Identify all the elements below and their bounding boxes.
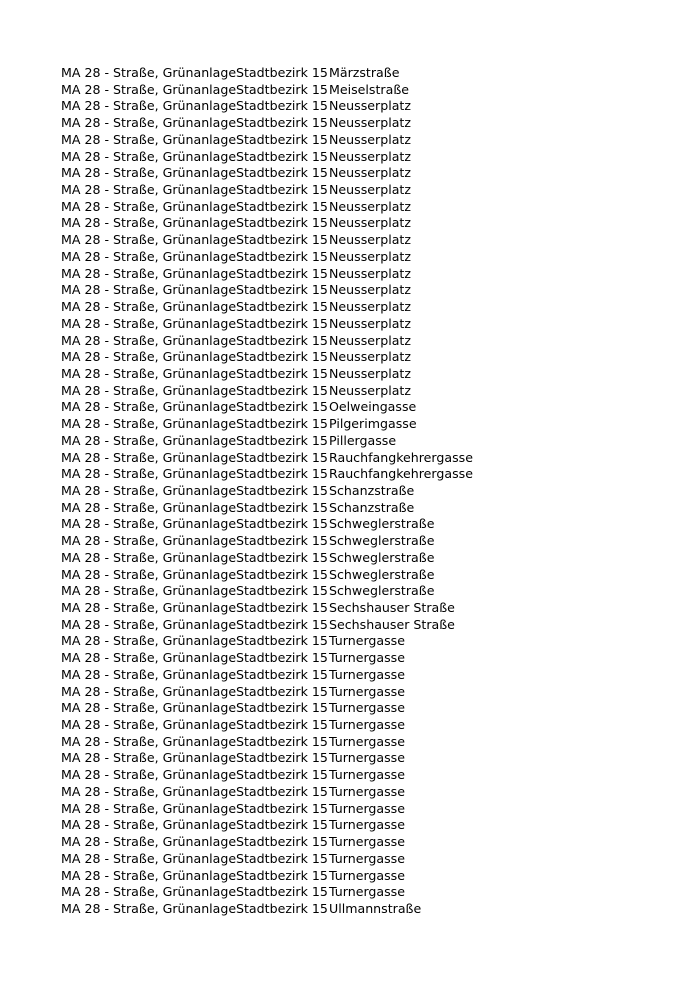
street-cell: Neusserplatz <box>329 115 411 131</box>
list-item <box>61 132 473 149</box>
department-cell: MA 28 - Straße, Grünanlage <box>61 215 237 231</box>
list-item <box>61 433 473 450</box>
district-cell: Stadtbezirk 15 <box>236 717 328 733</box>
list-item <box>61 684 473 701</box>
department-cell: MA 28 - Straße, Grünanlage <box>61 232 237 248</box>
department-cell: MA 28 - Straße, Grünanlage <box>61 800 237 816</box>
list-item <box>61 516 473 533</box>
street-cell: Turnergasse <box>329 767 405 783</box>
street-cell: Ullmannstraße <box>329 900 422 916</box>
street-cell: Turnergasse <box>329 867 405 883</box>
district-cell: Stadtbezirk 15 <box>236 81 328 97</box>
list-item <box>61 868 473 885</box>
district-cell: Stadtbezirk 15 <box>236 767 328 783</box>
district-cell: Stadtbezirk 15 <box>236 248 328 264</box>
district-cell: Stadtbezirk 15 <box>236 232 328 248</box>
list-item <box>61 533 473 550</box>
district-cell: Stadtbezirk 15 <box>236 148 328 164</box>
street-cell: Neusserplatz <box>329 98 411 114</box>
street-cell: Schweglerstraße <box>329 533 435 549</box>
list-item <box>61 149 473 166</box>
list-item <box>61 784 473 801</box>
street-cell: Neusserplatz <box>329 382 411 398</box>
district-cell: Stadtbezirk 15 <box>236 783 328 799</box>
list-item <box>61 165 473 182</box>
list-item <box>61 182 473 199</box>
list-item <box>61 65 473 82</box>
list-item <box>61 851 473 868</box>
district-cell: Stadtbezirk 15 <box>236 449 328 465</box>
district-cell: Stadtbezirk 15 <box>236 616 328 632</box>
street-cell: Neusserplatz <box>329 315 411 331</box>
department-cell: MA 28 - Straße, Grünanlage <box>61 182 237 198</box>
district-cell: Stadtbezirk 15 <box>236 265 328 281</box>
department-cell: MA 28 - Straße, Grünanlage <box>61 432 237 448</box>
street-cell: Neusserplatz <box>329 232 411 248</box>
street-cell: Neusserplatz <box>329 215 411 231</box>
district-cell: Stadtbezirk 15 <box>236 349 328 365</box>
list-item <box>61 500 473 517</box>
street-cell: Märzstraße <box>329 65 400 80</box>
list-item <box>61 633 473 650</box>
list-item <box>61 383 473 400</box>
street-cell: Turnergasse <box>329 850 405 866</box>
district-cell: Stadtbezirk 15 <box>236 650 328 666</box>
list-item <box>61 550 473 567</box>
street-cell: Schweglerstraße <box>329 583 435 599</box>
street-cell: Neusserplatz <box>329 148 411 164</box>
department-cell: MA 28 - Straße, Grünanlage <box>61 633 237 649</box>
district-cell: Stadtbezirk 15 <box>236 884 328 900</box>
department-cell: MA 28 - Straße, Grünanlage <box>61 466 237 482</box>
list-item <box>61 349 473 366</box>
department-cell: MA 28 - Straße, Grünanlage <box>61 482 237 498</box>
street-cell: Schweglerstraße <box>329 549 435 565</box>
street-cell: Schweglerstraße <box>329 516 435 532</box>
street-cell: Turnergasse <box>329 733 405 749</box>
list-item <box>61 366 473 383</box>
district-cell: Stadtbezirk 15 <box>236 900 328 916</box>
department-cell: MA 28 - Straße, Grünanlage <box>61 265 237 281</box>
list-item <box>61 416 473 433</box>
street-cell: Rauchfangkehrergasse <box>329 466 473 482</box>
district-cell: Stadtbezirk 15 <box>236 516 328 532</box>
department-cell: MA 28 - Straße, Grünanlage <box>61 566 237 582</box>
district-cell: Stadtbezirk 15 <box>236 416 328 432</box>
district-cell: Stadtbezirk 15 <box>236 850 328 866</box>
department-cell: MA 28 - Straße, Grünanlage <box>61 282 237 298</box>
district-cell: Stadtbezirk 15 <box>236 666 328 682</box>
department-cell: MA 28 - Straße, Grünanlage <box>61 767 237 783</box>
department-cell: MA 28 - Straße, Grünanlage <box>61 416 237 432</box>
street-cell: Neusserplatz <box>329 349 411 365</box>
street-cell: Neusserplatz <box>329 182 411 198</box>
list-item <box>61 399 473 416</box>
district-cell: Stadtbezirk 15 <box>236 750 328 766</box>
list-item <box>61 717 473 734</box>
street-cell: Turnergasse <box>329 666 405 682</box>
list-item <box>61 199 473 216</box>
department-cell: MA 28 - Straße, Grünanlage <box>61 616 237 632</box>
list-item <box>61 567 473 584</box>
department-cell: MA 28 - Straße, Grünanlage <box>61 499 237 515</box>
district-cell: Stadtbezirk 15 <box>236 633 328 649</box>
street-cell: Rauchfangkehrergasse <box>329 449 473 465</box>
list-item <box>61 483 473 500</box>
department-cell: MA 28 - Straße, Grünanlage <box>61 600 237 615</box>
department-cell: MA 28 - Straße, Grünanlage <box>61 365 237 381</box>
department-cell: MA 28 - Straße, Grünanlage <box>61 81 237 97</box>
district-cell: Stadtbezirk 15 <box>236 182 328 198</box>
district-cell: Stadtbezirk 15 <box>236 800 328 816</box>
district-cell: Stadtbezirk 15 <box>236 315 328 331</box>
list-item <box>61 834 473 851</box>
street-cell: Neusserplatz <box>329 265 411 281</box>
district-cell: Stadtbezirk 15 <box>236 466 328 482</box>
district-cell: Stadtbezirk 15 <box>236 499 328 515</box>
record-list <box>61 65 473 918</box>
department-cell: MA 28 - Straße, Grünanlage <box>61 165 237 181</box>
district-cell: Stadtbezirk 15 <box>236 65 328 80</box>
street-cell: Neusserplatz <box>329 131 411 147</box>
department-cell: MA 28 - Straße, Grünanlage <box>61 315 237 331</box>
street-cell: Neusserplatz <box>329 365 411 381</box>
department-cell: MA 28 - Straße, Grünanlage <box>61 399 237 415</box>
street-cell: Pillergasse <box>329 432 397 448</box>
district-cell: Stadtbezirk 15 <box>236 198 328 214</box>
district-cell: Stadtbezirk 15 <box>236 700 328 716</box>
department-cell: MA 28 - Straße, Grünanlage <box>61 817 237 833</box>
department-cell: MA 28 - Straße, Grünanlage <box>61 850 237 866</box>
list-item <box>61 734 473 751</box>
department-cell: MA 28 - Straße, Grünanlage <box>61 683 237 699</box>
list-item <box>61 232 473 249</box>
street-cell: Turnergasse <box>329 683 405 699</box>
district-cell: Stadtbezirk 15 <box>236 365 328 381</box>
street-cell: Schanzstraße <box>329 499 415 515</box>
department-cell: MA 28 - Straße, Grünanlage <box>61 115 237 131</box>
street-cell: Pilgerimgasse <box>329 416 417 432</box>
list-item <box>61 333 473 350</box>
department-cell: MA 28 - Straße, Grünanlage <box>61 750 237 766</box>
list-item <box>61 282 473 299</box>
street-cell: Turnergasse <box>329 633 405 649</box>
district-cell: Stadtbezirk 15 <box>236 482 328 498</box>
street-cell: Sechshauser Straße <box>329 600 455 615</box>
district-cell: Stadtbezirk 15 <box>236 834 328 850</box>
department-cell: MA 28 - Straße, Grünanlage <box>61 98 237 114</box>
list-item <box>61 82 473 99</box>
street-cell: Turnergasse <box>329 884 405 900</box>
district-cell: Stadtbezirk 15 <box>236 733 328 749</box>
street-cell: Neusserplatz <box>329 332 411 348</box>
department-cell: MA 28 - Straße, Grünanlage <box>61 198 237 214</box>
department-cell: MA 28 - Straße, Grünanlage <box>61 666 237 682</box>
department-cell: MA 28 - Straße, Grünanlage <box>61 733 237 749</box>
department-cell: MA 28 - Straße, Grünanlage <box>61 332 237 348</box>
department-cell: MA 28 - Straße, Grünanlage <box>61 650 237 666</box>
street-cell: Turnergasse <box>329 783 405 799</box>
street-cell: Neusserplatz <box>329 248 411 264</box>
list-item <box>61 249 473 266</box>
department-cell: MA 28 - Straße, Grünanlage <box>61 884 237 900</box>
list-item <box>61 266 473 283</box>
department-cell: MA 28 - Straße, Grünanlage <box>61 900 237 916</box>
department-cell: MA 28 - Straße, Grünanlage <box>61 382 237 398</box>
department-cell: MA 28 - Straße, Grünanlage <box>61 717 237 733</box>
street-cell: Neusserplatz <box>329 299 411 315</box>
district-cell: Stadtbezirk 15 <box>236 683 328 699</box>
list-item <box>61 700 473 717</box>
list-item <box>61 884 473 901</box>
list-item <box>61 817 473 834</box>
street-cell: Turnergasse <box>329 650 405 666</box>
list-item <box>61 750 473 767</box>
list-item <box>61 801 473 818</box>
district-cell: Stadtbezirk 15 <box>236 282 328 298</box>
street-cell: Meiselstraße <box>329 81 409 97</box>
district-cell: Stadtbezirk 15 <box>236 98 328 114</box>
street-cell: Turnergasse <box>329 700 405 716</box>
street-cell: Turnergasse <box>329 817 405 833</box>
list-item <box>61 767 473 784</box>
list-item <box>61 650 473 667</box>
district-cell: Stadtbezirk 15 <box>236 549 328 565</box>
list-item <box>61 583 473 600</box>
department-cell: MA 28 - Straße, Grünanlage <box>61 248 237 264</box>
department-cell: MA 28 - Straße, Grünanlage <box>61 131 237 147</box>
street-cell: Neusserplatz <box>329 198 411 214</box>
district-cell: Stadtbezirk 15 <box>236 332 328 348</box>
list-item <box>61 617 473 634</box>
list-item <box>61 450 473 467</box>
district-cell: Stadtbezirk 15 <box>236 115 328 131</box>
district-cell: Stadtbezirk 15 <box>236 399 328 415</box>
list-item <box>61 299 473 316</box>
department-cell: MA 28 - Straße, Grünanlage <box>61 148 237 164</box>
department-cell: MA 28 - Straße, Grünanlage <box>61 867 237 883</box>
department-cell: MA 28 - Straße, Grünanlage <box>61 449 237 465</box>
list-item <box>61 901 473 918</box>
district-cell: Stadtbezirk 15 <box>236 583 328 599</box>
list-item <box>61 466 473 483</box>
street-cell: Oelweingasse <box>329 399 417 415</box>
district-cell: Stadtbezirk 15 <box>236 566 328 582</box>
list-item <box>61 600 473 617</box>
district-cell: Stadtbezirk 15 <box>236 131 328 147</box>
department-cell: MA 28 - Straße, Grünanlage <box>61 533 237 549</box>
district-cell: Stadtbezirk 15 <box>236 817 328 833</box>
department-cell: MA 28 - Straße, Grünanlage <box>61 299 237 315</box>
district-cell: Stadtbezirk 15 <box>236 382 328 398</box>
department-cell: MA 28 - Straße, Grünanlage <box>61 349 237 365</box>
district-cell: Stadtbezirk 15 <box>236 215 328 231</box>
department-cell: MA 28 - Straße, Grünanlage <box>61 583 237 599</box>
district-cell: Stadtbezirk 15 <box>236 600 328 615</box>
department-cell: MA 28 - Straße, Grünanlage <box>61 783 237 799</box>
street-cell: Neusserplatz <box>329 165 411 181</box>
street-cell: Turnergasse <box>329 750 405 766</box>
list-item <box>61 215 473 232</box>
street-cell: Schweglerstraße <box>329 566 435 582</box>
district-cell: Stadtbezirk 15 <box>236 533 328 549</box>
list-item <box>61 98 473 115</box>
street-cell: Sechshauser Straße <box>329 616 455 632</box>
district-cell: Stadtbezirk 15 <box>236 432 328 448</box>
street-cell: Neusserplatz <box>329 282 411 298</box>
district-cell: Stadtbezirk 15 <box>236 299 328 315</box>
district-cell: Stadtbezirk 15 <box>236 165 328 181</box>
street-cell: Turnergasse <box>329 834 405 850</box>
department-cell: MA 28 - Straße, Grünanlage <box>61 65 237 80</box>
department-cell: MA 28 - Straße, Grünanlage <box>61 516 237 532</box>
street-cell: Turnergasse <box>329 800 405 816</box>
street-cell: Turnergasse <box>329 717 405 733</box>
street-cell: Schanzstraße <box>329 482 415 498</box>
department-cell: MA 28 - Straße, Grünanlage <box>61 700 237 716</box>
list-item <box>61 667 473 684</box>
list-item <box>61 115 473 132</box>
department-cell: MA 28 - Straße, Grünanlage <box>61 834 237 850</box>
department-cell: MA 28 - Straße, Grünanlage <box>61 549 237 565</box>
district-cell: Stadtbezirk 15 <box>236 867 328 883</box>
list-item <box>61 316 473 333</box>
